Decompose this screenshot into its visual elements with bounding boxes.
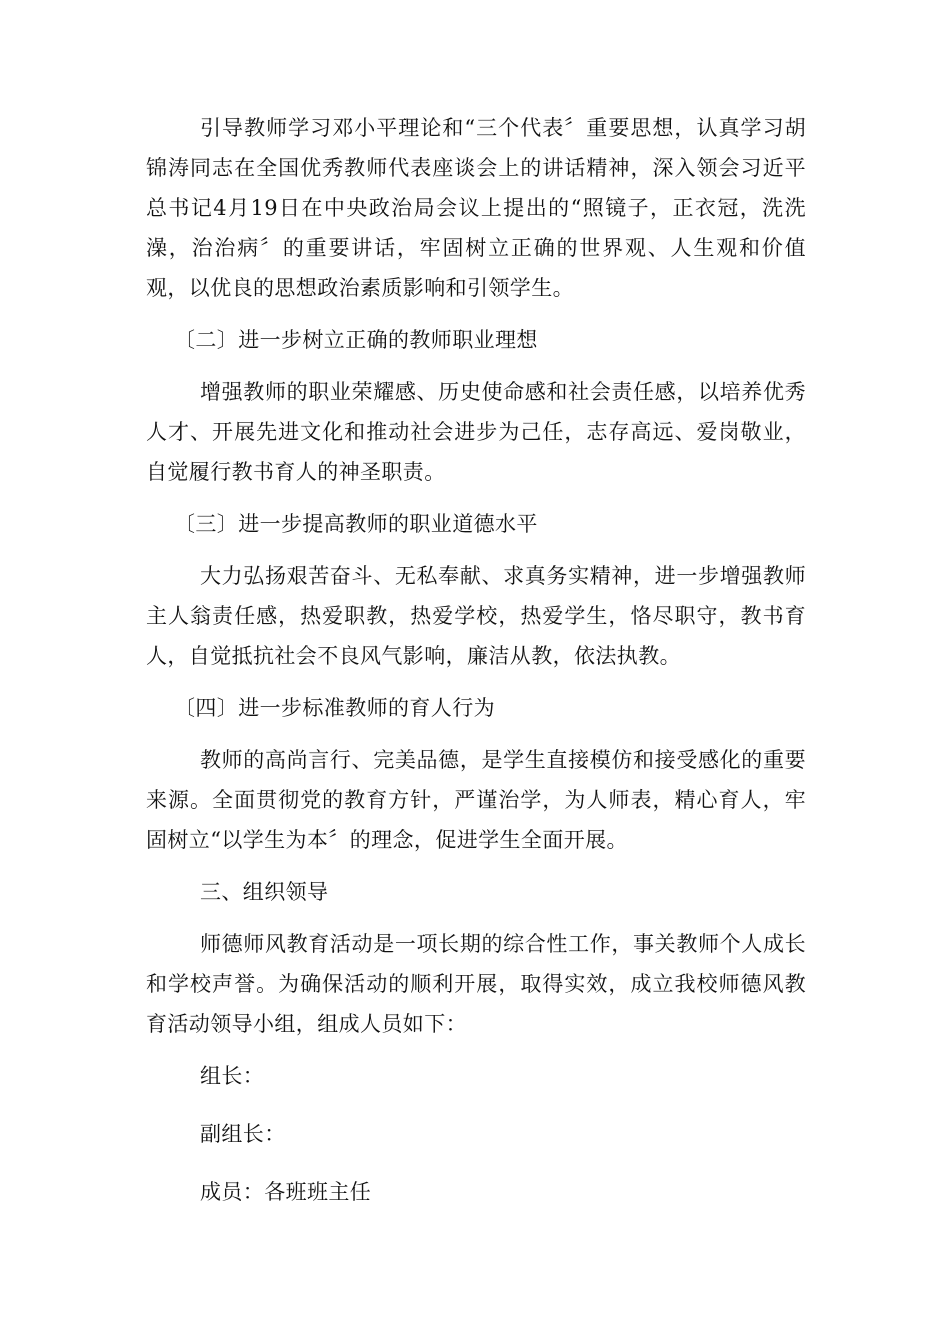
members-line: 成员：各班班主任 xyxy=(200,1180,372,1204)
section-heading-2: 〔二〕进一步树立正确的教师职业理想 xyxy=(174,328,538,352)
paragraph-study-theory: 引导教师学习邓小平理论和“三个代表〞重要思想，认真学习胡锦涛同志在全国优秀教师代表座谈会上的讲话精神，深入领会习近平总书记4月19日在中央政治局会议上提出的“照镜子，正衣冠，洗洗澡，治治病〞的重要讲话，牢固树立正确的世界观、人生观和价值观，以优良的思想政治素质影响和引领学生。 xyxy=(146,116,806,300)
document-body xyxy=(146,108,806,1230)
paragraph-ethics-level: 大力弘扬艰苦奋斗、无私奉献、求真务实精神，进一步增强教师主人翁责任感，热爱职教，热爱学校，热爱学生，恪尽职守，教书育人，自觉抵抗社会不良风气影响，廉洁从教，依法执教。 xyxy=(146,564,806,668)
section-heading-4: 〔四〕进一步标准教师的育人行为 xyxy=(174,696,495,720)
paragraph-teaching-behavior: 教师的高尚言行、完美品德，是学生直接模仿和接受感化的重要来源。全面贯彻党的教育方针，严谨治学，为人师表，精心育人，牢固树立“以学生为本〞的理念，促进学生全面开展。 xyxy=(146,748,806,852)
group-leader-line: 组长： xyxy=(200,1064,265,1088)
section-heading-organization: 三、组织领导 xyxy=(200,880,329,904)
paragraph-career-ideal: 增强教师的职业荣耀感、历史使命感和社会责任感，以培养优秀人才、开展先进文化和推动社会进步为己任，志存高远、爱岗敬业，自觉履行教书育人的神圣职责。 xyxy=(146,380,806,484)
deputy-leader-line: 副组长： xyxy=(200,1122,286,1146)
section-heading-3: 〔三〕进一步提高教师的职业道德水平 xyxy=(174,512,538,536)
paragraph-leadership-group: 师德师风教育活动是一项长期的综合性工作，事关教师个人成长和学校声誉。为确保活动的顺利开展，取得实效，成立我校师德风教育活动领导小组，组成人员如下： xyxy=(146,932,806,1036)
